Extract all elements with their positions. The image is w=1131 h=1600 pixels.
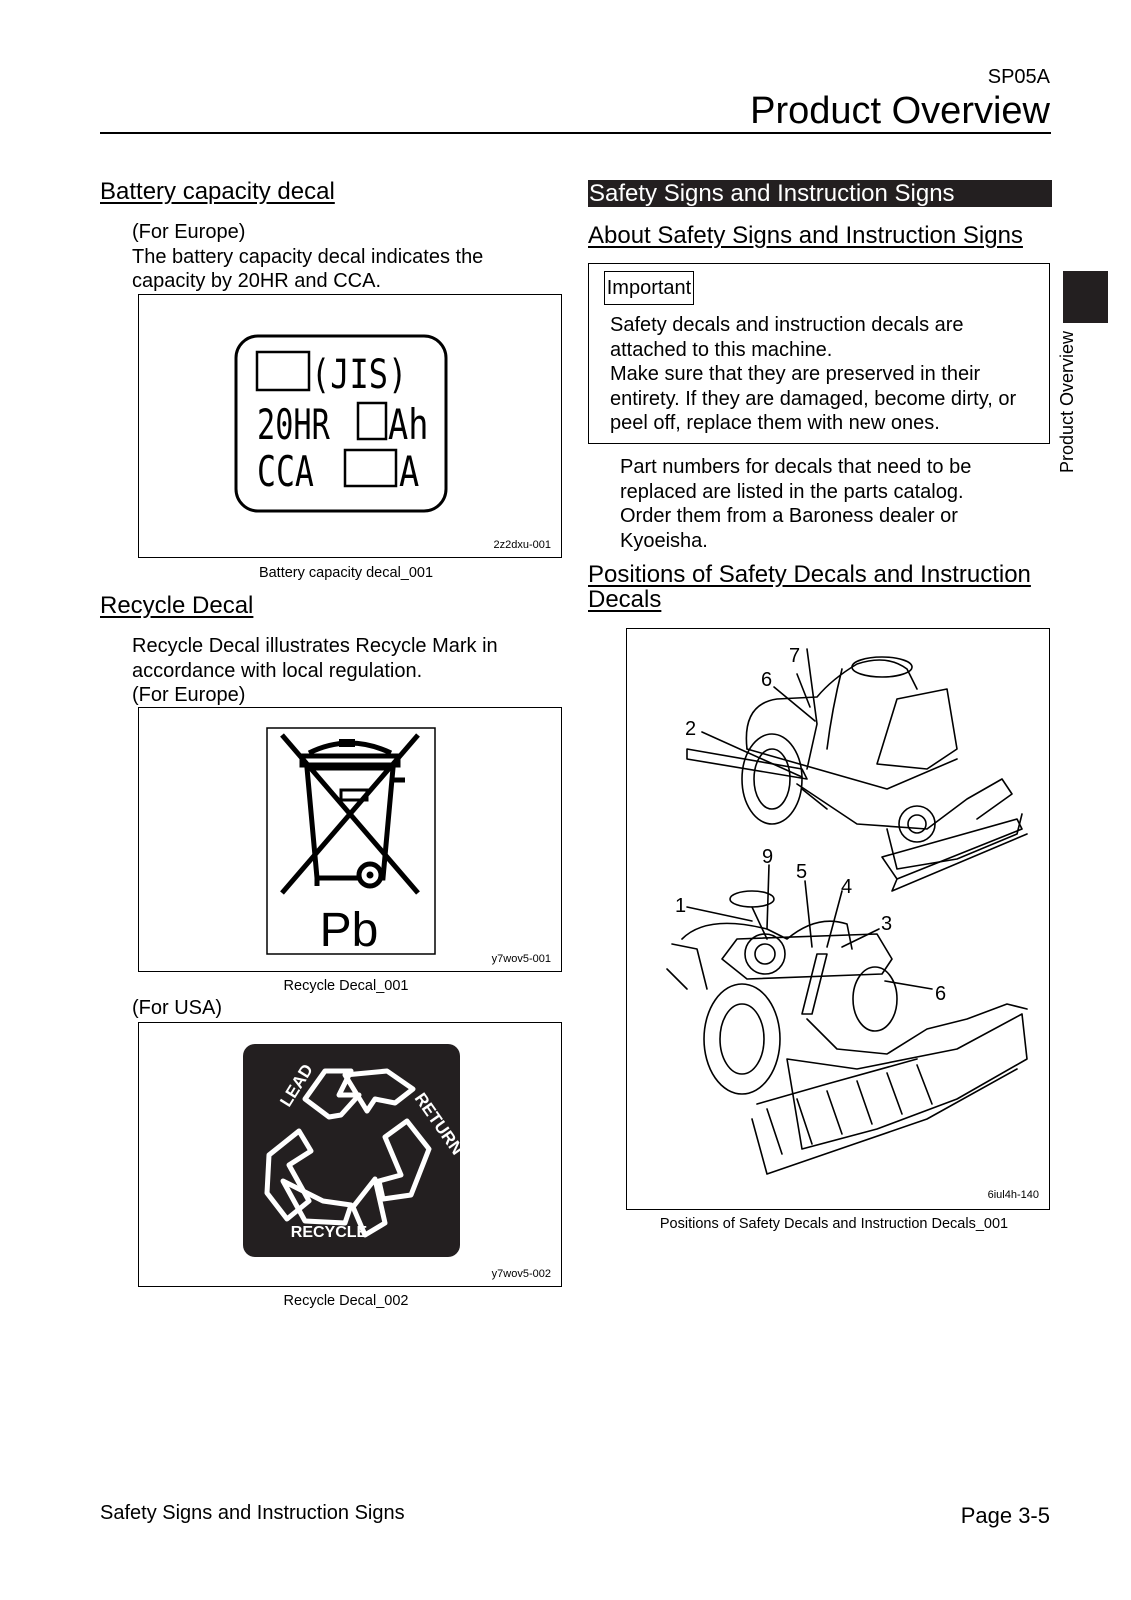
recycle-heading: Recycle Decal: [100, 592, 254, 619]
positions-heading-line: Positions of Safety Decals and Instruction: [588, 561, 1031, 588]
recycle-caption-2: Recycle Decal_002: [283, 1293, 409, 1309]
battery-text-line: The battery capacity decal indicates the: [132, 245, 484, 268]
recycle-text-line: Recycle Decal illustrates Recycle Mark in: [132, 635, 498, 657]
recycle-decal-usa-figure: [138, 1022, 562, 1287]
decal-ah-text: Ah: [388, 400, 429, 449]
important-text-line: Safety decals and instruction decals are: [610, 314, 964, 336]
important-text-line: peel off, replace them with new ones.: [610, 412, 940, 434]
mower-illustration: [627, 629, 1051, 1211]
battery-ref-code: 2z2dxu-001: [493, 539, 551, 551]
parts-text-line: replaced are listed in the parts catalog.: [620, 480, 964, 503]
machine-decal-positions-figure: [626, 628, 1050, 1210]
recycle-ref-code-1: y7wov5-001: [491, 953, 551, 965]
decal-cca-text: CCA: [257, 447, 314, 497]
model-code: SP05A: [987, 66, 1050, 88]
battery-heading: Battery capacity decal: [100, 178, 335, 205]
positions-ref-code: 6iul4h-140: [987, 1189, 1039, 1201]
section-banner: Safety Signs and Instruction Signs: [588, 180, 1052, 207]
positions-heading-line: Decals: [588, 586, 662, 613]
lead-text: LEAD: [276, 1060, 317, 1111]
important-tag: Important: [604, 271, 694, 305]
callout-1: 1: [675, 895, 687, 917]
pb-text: Pb: [319, 904, 379, 957]
footer-section-name: Safety Signs and Instruction Signs: [100, 1502, 405, 1524]
recycle-ref-code-2: y7wov5-002: [491, 1268, 551, 1280]
recycle-decal-eu-figure: [138, 707, 562, 972]
recycle-description: [132, 634, 498, 708]
return-text: RETURN: [410, 1089, 467, 1159]
usa-label: (For USA): [132, 997, 222, 1019]
positions-heading: [588, 562, 1031, 612]
header-rule: [100, 132, 1051, 134]
decal-a-text: A: [399, 447, 420, 496]
important-text-line: attached to this machine.: [610, 338, 833, 361]
callout-7: 7: [789, 645, 801, 667]
callout-3: 3: [881, 913, 893, 935]
parts-text-line: Order them from a Baroness dealer or: [620, 505, 958, 527]
recycle-caption-1: Recycle Decal_001: [283, 978, 409, 994]
decal-jis-text: (JIS): [311, 350, 408, 398]
callout-9: 9: [762, 846, 774, 868]
callout-2: 2: [685, 718, 697, 740]
crossed-bin-icon: [139, 708, 563, 973]
callout-6b: 6: [935, 983, 947, 1005]
battery-text-line: capacity by 20HR and CCA.: [132, 270, 382, 292]
callout-6: 6: [761, 669, 773, 691]
recycle-text-line: (For Europe): [132, 684, 246, 706]
battery-caption: Battery capacity decal_001: [258, 565, 434, 581]
callout-5: 5: [796, 861, 808, 883]
about-heading: About Safety Signs and Instruction Signs: [588, 222, 1023, 249]
battery-decal-illustration: [139, 295, 563, 559]
battery-description: [132, 220, 483, 294]
parts-text-line: Kyoeisha.: [620, 529, 708, 552]
recycle-arrows-icon: [139, 1023, 563, 1288]
parts-text-line: Part numbers for decals that need to be: [620, 456, 972, 478]
important-text-line: Make sure that they are preserved in their: [610, 363, 981, 385]
chapter-tab-label: Product Overview: [1057, 330, 1077, 473]
important-text-line: entirety. If they are damaged, become dirty, or: [610, 387, 1017, 410]
chapter-tab-marker: [1063, 271, 1108, 323]
positions-caption: Positions of Safety Decals and Instruction Decals_001: [659, 1216, 1009, 1232]
decal-20hr-text: 20HR: [257, 399, 330, 450]
recycle-text: RECYCLE: [290, 1224, 368, 1241]
battery-decal-figure: [138, 294, 562, 558]
callout-4: 4: [841, 876, 853, 898]
page-title: Product Overview: [750, 90, 1050, 132]
battery-text-line: (For Europe): [132, 221, 246, 243]
parts-text: [620, 455, 971, 553]
page-number: Page 3-5: [960, 1503, 1050, 1528]
recycle-text-line: accordance with local regulation.: [132, 659, 423, 682]
important-text: [610, 313, 1016, 436]
